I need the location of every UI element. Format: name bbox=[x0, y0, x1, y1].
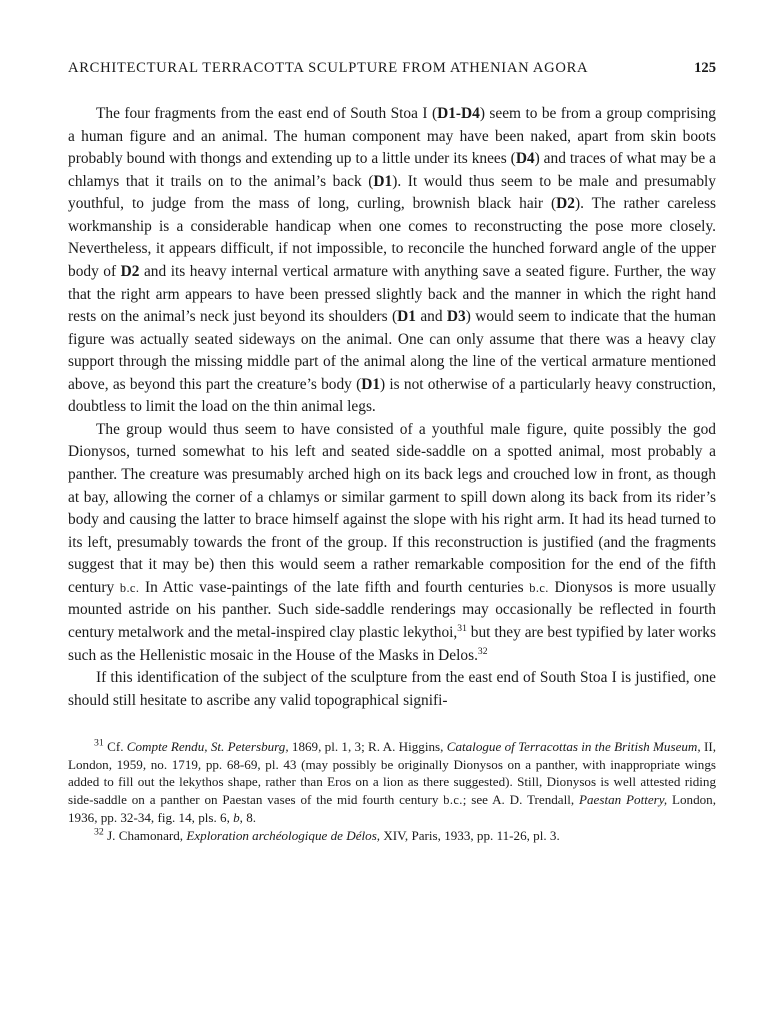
par1-text-1: The four fragments from the east end of South Stoa I ( bbox=[96, 105, 438, 122]
footnote-31-text-1: Cf. bbox=[103, 739, 127, 755]
par2-text-4: but they are best typified by later works such as the Hellenistic mosaic in the House of the Masks in Delos. bbox=[68, 623, 716, 664]
par1-text-3: ) and traces of what may be a chlamys that it trails on to the animal’s back ( bbox=[68, 150, 716, 190]
par1-text-6: and its heavy internal vertical armature with anything save a seated figure. Further, the way that the right arm appears to have been pressed slightly back and the manner in which the right hand rests on the animal’s neck just beyond its shoulders ( bbox=[68, 262, 716, 326]
par1-text-4: ). It would thus seem to be male and presumably youthful, to judge from the mass of long, curling, brownish black hair ( bbox=[68, 172, 716, 213]
par2-text-1: The group would thus seem to have consisted of a youthful male figure, quite possibly the god Dionysos, turned somewhat to his left and seated side-saddle on a spotted animal, most probably a panther. The creature was presumably arched high on its back legs and crouched low in front, as though at bay, allowing the corner of a chlamys or similar garment to spill down along its back from its rider’s body and causing the latter to brace himself against the slope with his right arm. It had its head turned to its left, presumably towards the front of the group. If this reconstruction is justified (and the fragments suggest that it may be) then this would seem a rather remarkable composition for the end of the fifth century bbox=[68, 420, 716, 596]
footnote-31-title-1: Compte Rendu, St. Petersburg, bbox=[126, 739, 289, 755]
footnotes-section bbox=[68, 738, 716, 845]
footnote-31-text-2: 1869, pl. 1, 3; R. A. Higgins, bbox=[288, 739, 447, 755]
page-content bbox=[68, 60, 716, 845]
paragraph-3 bbox=[68, 667, 716, 712]
footnote-31-text-5: London, 1936, pp. 32-34, fig. 14, pls. 6, bbox=[68, 792, 716, 825]
fragment-ref-d4: D4 bbox=[515, 150, 535, 168]
footnote-31-plate-letter: b bbox=[233, 809, 240, 825]
fragment-ref-d1-a: D1 bbox=[373, 172, 393, 190]
par2-smallcaps-bc-1: b.c. bbox=[119, 580, 140, 595]
fragment-ref-d1-c: D1 bbox=[361, 375, 381, 393]
par1-text-9: ) is not otherwise of a particularly heavy construction, doubtless to limit the load on the thin animal legs. bbox=[68, 375, 716, 416]
footnote-31 bbox=[68, 738, 716, 826]
par2-smallcaps-bc-2: b.c. bbox=[529, 580, 549, 595]
footnote-31-title-3: Paestan Pottery, bbox=[579, 792, 668, 808]
fragment-ref-d1-b: D1 bbox=[397, 308, 416, 326]
footnote-31-text-4: ; see A. D. Trendall, bbox=[462, 792, 580, 808]
par2-text-3: Dionysos is more usually mounted astride on his panther. Such side-saddle renderings may occasionally be reflected in fourth century metalwork and the metal-inspired clay plastic lekythoi, bbox=[68, 578, 717, 641]
fragment-ref-d2-a: D2 bbox=[556, 195, 575, 213]
page-number: 125 bbox=[694, 60, 716, 76]
footnote-31-text-3: II, London, 1959, no. 1719, pp. 68-69, pl. 43 (may possibly be originally Dionysos on a panther, with inappropriate wings added to fill out the lekythos shape, rather than Eros on a lion as there suggested). Still, Dionysos is well attested riding side-saddle on a panther on Paestan vases of the mid fourth century bbox=[68, 739, 716, 808]
fragment-ref-d1-d4: D1-D4 bbox=[437, 105, 480, 122]
footnote-32-title-1: Exploration archéologique de Délos, bbox=[186, 828, 381, 844]
footnote-32-number: 32 bbox=[94, 826, 104, 838]
footnote-32-text-1: J. Chamonard, bbox=[103, 828, 187, 844]
running-head-title: ARCHITECTURAL TERRACOTTA SCULPTURE FROM ATHENIAN AGORA bbox=[68, 60, 589, 76]
par1-text-8: ) would seem to indicate that the human figure was actually seated sideways on the animal. One can only assume that there was a heavy clay support through the missing middle part of the animal along the line of the vertical armature mentioned above, as beyond this part the creature’s body ( bbox=[68, 308, 716, 393]
footnote-32-text-2: XIV, Paris, 1933, pp. 11-26, pl. 3. bbox=[380, 828, 560, 844]
footnote-31-title-2: Catalogue of Terracottas in the British Museum, bbox=[446, 739, 701, 755]
par3-text-1: If this identification of the subject of the sculpture from the east end of South Stoa I is justified, one should still hesitate to ascribe any valid topographical signifi- bbox=[68, 669, 716, 709]
par2-text-2: In Attic vase-paintings of the late fifth and fourth centuries bbox=[139, 578, 530, 596]
footnote-marker-31: 31 bbox=[457, 622, 467, 634]
paragraph-2 bbox=[68, 419, 716, 667]
running-head bbox=[68, 60, 716, 77]
footnote-31-smallcaps-bc: b.c. bbox=[443, 793, 463, 808]
par1-text-5: ). The rather careless workmanship is a considerable handicap when one comes to reconstructing the pose more closely. Nevertheless, it appears difficult, if not impossible, to reconcile the hunched forward angle of the upper body of bbox=[68, 195, 716, 280]
paragraph-1 bbox=[68, 103, 716, 419]
footnote-31-text-6: , 8. bbox=[239, 809, 257, 825]
par1-text-7: and bbox=[415, 308, 447, 326]
fragment-ref-d3: D3 bbox=[446, 308, 466, 326]
footnote-marker-32: 32 bbox=[477, 645, 488, 657]
fragment-ref-d2-b: D2 bbox=[120, 262, 140, 280]
footnote-31-number: 31 bbox=[94, 737, 104, 749]
footnote-32 bbox=[68, 827, 716, 845]
par1-text-2: ) seem to be from a group comprising a human figure and an animal. The human component may have been naked, apart from skin boots probably bound with thongs and extending up to a little under its knees ( bbox=[68, 105, 716, 168]
